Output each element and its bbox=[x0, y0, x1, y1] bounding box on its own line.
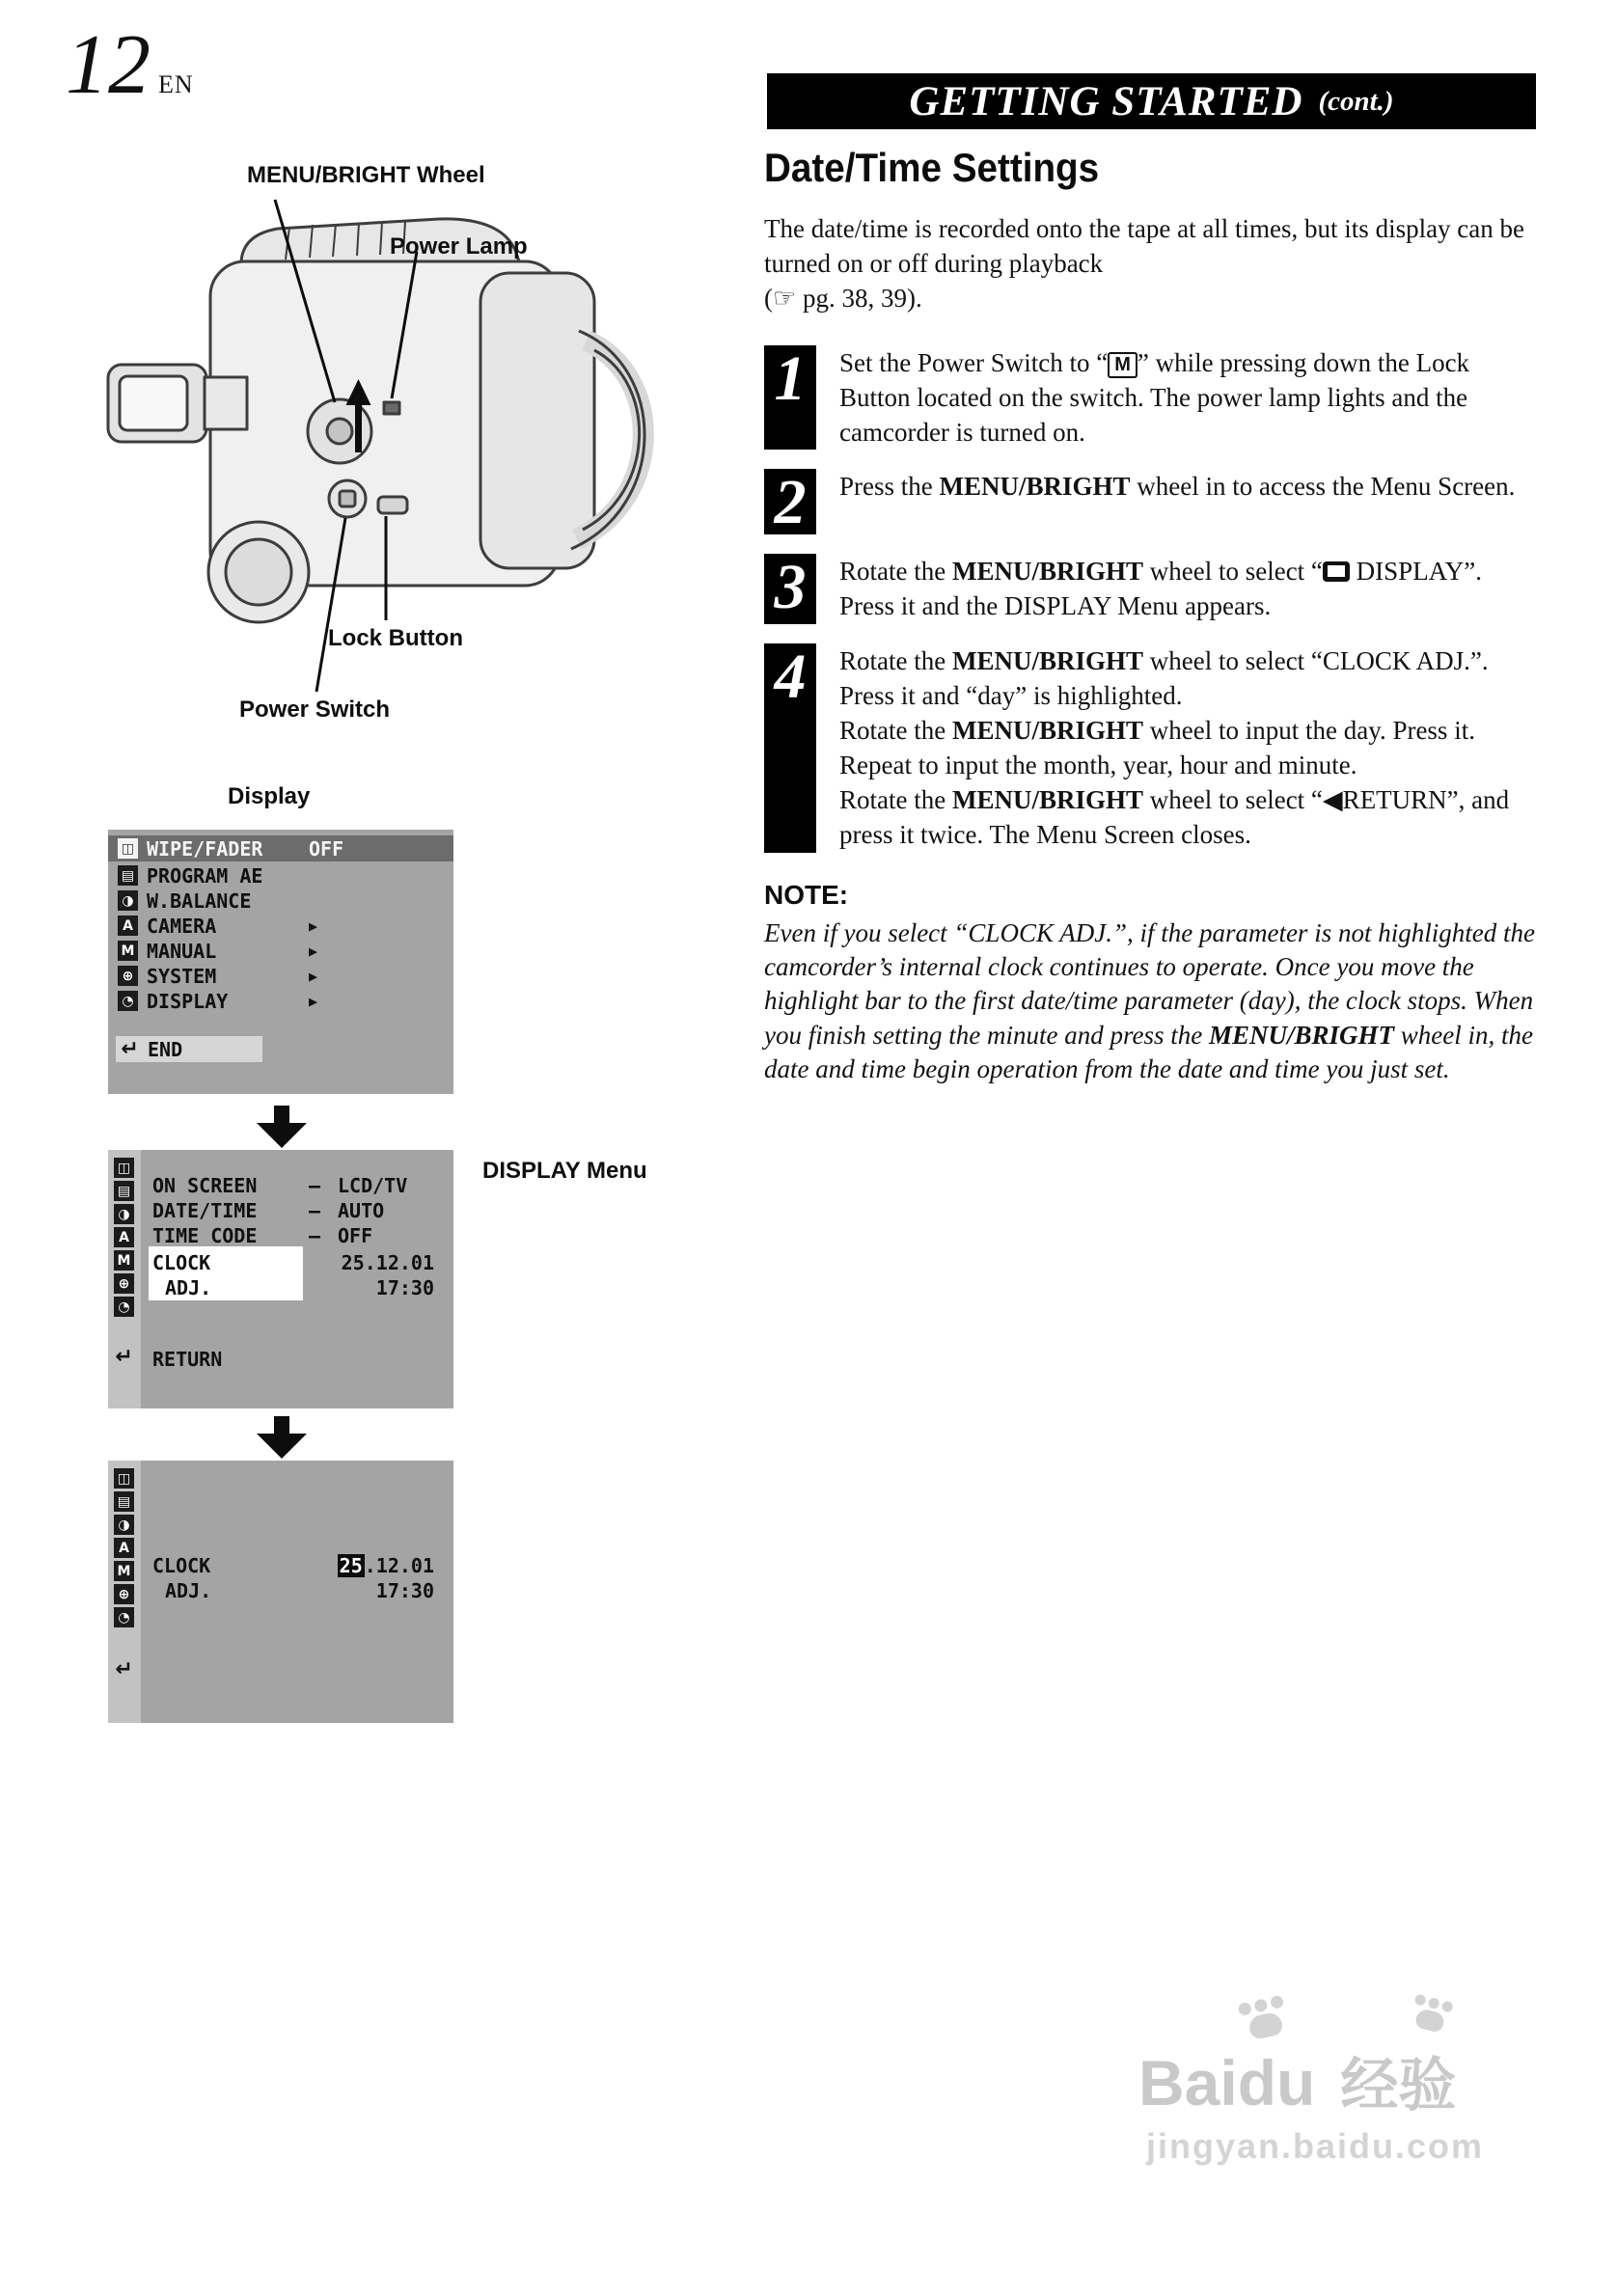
step-text-run: wheel to select “ bbox=[1143, 557, 1323, 587]
callout-display: Display bbox=[228, 783, 311, 809]
display-menu-screen bbox=[108, 1150, 453, 1408]
watermark bbox=[1119, 2005, 1573, 2198]
menu-icon-strip bbox=[108, 1461, 141, 1723]
step-text-run: DISPLAY”. Press it and the DISPLAY Menu appears. bbox=[839, 557, 1482, 621]
step-number: 3 bbox=[774, 552, 807, 623]
step-text-line bbox=[839, 714, 1538, 783]
page-number-block bbox=[66, 18, 194, 112]
display-icon: ◔ bbox=[114, 1297, 134, 1317]
menu-row-date-time bbox=[152, 1198, 384, 1222]
clock-row bbox=[152, 1553, 434, 1577]
step-text bbox=[816, 643, 1538, 852]
note-block bbox=[764, 880, 1538, 1087]
header-continued: (cont.) bbox=[1318, 85, 1394, 117]
menu-bright-bold: MENU/BRIGHT bbox=[939, 472, 1131, 502]
camcorder-illustration bbox=[96, 159, 675, 786]
down-arrow bbox=[257, 1416, 307, 1459]
section-header-bar bbox=[767, 73, 1536, 129]
menu-label: SYSTEM bbox=[147, 964, 217, 988]
day-value-highlight: 25 bbox=[339, 1553, 363, 1577]
menu-row-clock-adj bbox=[152, 1275, 434, 1299]
menu-label: CLOCK bbox=[152, 1553, 211, 1577]
menu-bright-bold: MENU/BRIGHT bbox=[951, 557, 1143, 587]
white-balance-icon: ◑ bbox=[114, 1204, 134, 1224]
system-icon: ⊕ bbox=[114, 1584, 134, 1604]
step-number-bar bbox=[764, 554, 816, 624]
date-rest: .12.01 bbox=[364, 1553, 434, 1577]
step-number: 1 bbox=[774, 342, 807, 414]
menu-bright-bold-italic: MENU/BRIGHT bbox=[1208, 1020, 1394, 1050]
submenu-arrow-icon: ▶ bbox=[309, 967, 318, 985]
down-arrow bbox=[257, 1106, 307, 1148]
paw-icon bbox=[1237, 1992, 1291, 2041]
menu-label: CLOCK bbox=[152, 1250, 211, 1274]
wipe-fader-icon: ◫ bbox=[118, 838, 138, 859]
step-number-bar bbox=[764, 643, 816, 852]
menu-value: OFF bbox=[309, 836, 344, 861]
page-number: 12 bbox=[66, 18, 151, 112]
wipe-fader-icon: ◫ bbox=[114, 1158, 134, 1178]
callout-power-lamp: Power Lamp bbox=[390, 233, 528, 260]
display-icon: ◔ bbox=[118, 991, 138, 1011]
menu-icon-strip bbox=[108, 1150, 141, 1408]
menu-label: CAMERA bbox=[147, 914, 217, 938]
step-text bbox=[816, 554, 1538, 624]
step-number-bar bbox=[764, 342, 816, 451]
menu-row-w-balance bbox=[108, 888, 453, 914]
manual-mode-icon: M bbox=[114, 1250, 134, 1271]
menu-label: PROGRAM AE bbox=[147, 863, 263, 888]
return-label: RETURN bbox=[152, 1347, 223, 1371]
step-text-line bbox=[839, 644, 1538, 714]
step-text-run: wheel in to access the Menu Screen. bbox=[1130, 472, 1516, 502]
watermark-suffix: 经验 bbox=[1340, 2053, 1457, 2118]
clock-date-value bbox=[309, 1554, 434, 1577]
watermark-url: jingyan.baidu.com bbox=[1146, 2126, 1485, 2166]
step-text-run: Rotate the bbox=[839, 646, 952, 676]
step-1 bbox=[764, 342, 1538, 451]
menu-value: OFF bbox=[338, 1223, 373, 1247]
step-4 bbox=[764, 643, 1538, 852]
display-icon: ◔ bbox=[114, 1607, 134, 1627]
m-position-icon: M bbox=[1108, 352, 1137, 378]
callout-lock-button: Lock Button bbox=[328, 625, 463, 651]
date-time-settings-section bbox=[764, 145, 1538, 1086]
step-text-run: Press the bbox=[839, 472, 940, 502]
step-number: 2 bbox=[774, 467, 807, 538]
callout-power-switch: Power Switch bbox=[239, 697, 391, 723]
step-text-run: wheel to select “CLOCK ADJ.”. Press it and “day” is highlighted. bbox=[839, 646, 1489, 711]
program-ae-icon: ▤ bbox=[114, 1181, 134, 1201]
note-text-run: wheel in, the date and time begin operation from the date and time you just set. bbox=[764, 1020, 1533, 1084]
menu-label: TIME CODE bbox=[152, 1223, 258, 1247]
step-3 bbox=[764, 554, 1538, 624]
step-text-run: Rotate the bbox=[839, 716, 952, 746]
page-reference: (☞ pg. 38, 39). bbox=[764, 283, 922, 313]
system-icon: ⊕ bbox=[114, 1273, 134, 1294]
return-icon: ↵ bbox=[121, 1037, 139, 1061]
menu-value: LCD/TV bbox=[338, 1173, 408, 1197]
manual-mode-icon: M bbox=[114, 1561, 134, 1581]
menu-row-return bbox=[152, 1347, 222, 1371]
step-2 bbox=[764, 467, 1538, 538]
submenu-arrow-icon: ▶ bbox=[309, 916, 318, 935]
note-text bbox=[764, 916, 1538, 1087]
clock-adjust-screen bbox=[108, 1461, 453, 1723]
paw-icon bbox=[1409, 1992, 1455, 2036]
header-title: GETTING STARTED bbox=[909, 78, 1303, 124]
menu-row-system bbox=[108, 963, 453, 989]
menu-label: ADJ. bbox=[165, 1578, 212, 1602]
return-icon: ↵ bbox=[115, 1657, 133, 1681]
submenu-arrow-icon: ▶ bbox=[309, 942, 318, 960]
menu-label: MANUAL bbox=[147, 939, 217, 963]
step-text-run: Rotate the bbox=[839, 784, 952, 814]
section-title: Date/Time Settings bbox=[764, 145, 1100, 190]
intro-paragraph bbox=[764, 212, 1538, 316]
menu-bright-bold: MENU/BRIGHT bbox=[951, 716, 1143, 746]
menu-bright-bold: MENU/BRIGHT bbox=[951, 784, 1143, 814]
menu-label: ADJ. bbox=[165, 1275, 212, 1299]
camera-mode-icon: A bbox=[114, 1538, 134, 1558]
manual-mode-icon: M bbox=[118, 941, 138, 961]
menu-row-clock bbox=[152, 1250, 434, 1274]
step-text-line bbox=[839, 783, 1538, 853]
clock-adj-row bbox=[152, 1578, 434, 1602]
menu-row-display bbox=[108, 988, 453, 1014]
step-number: 4 bbox=[774, 642, 807, 713]
wipe-fader-icon: ◫ bbox=[114, 1468, 134, 1489]
menu-value: AUTO bbox=[338, 1198, 385, 1222]
watermark-brand: Baidu bbox=[1138, 2047, 1316, 2118]
step-text-run: Rotate the bbox=[839, 557, 952, 587]
clock-time-value: 17:30 bbox=[375, 1578, 434, 1602]
white-balance-icon: ◑ bbox=[114, 1515, 134, 1535]
callout-display-menu: DISPLAY Menu bbox=[482, 1158, 647, 1184]
intro-text: The date/time is recorded onto the tape at all times, but its display can be turned on or off during playback bbox=[764, 214, 1525, 278]
camera-mode-icon: A bbox=[114, 1227, 134, 1247]
camera-mode-icon: A bbox=[118, 916, 138, 936]
note-title: NOTE: bbox=[764, 879, 849, 910]
menu-row-manual bbox=[108, 938, 453, 964]
system-icon: ⊕ bbox=[118, 966, 138, 986]
menu-separator: – bbox=[309, 1198, 321, 1222]
note-text-run: Even if you select “CLOCK ADJ.”, if the parameter is not highlighted the camcorder’s internal clock continues to operate. Once you move the highlight bar to the first date/time parameter (day), the clock stops. When you finish setting the minute and press the bbox=[764, 917, 1535, 1050]
menu-label: W.BALANCE bbox=[147, 888, 252, 913]
step-text-run: wheel to input the day. Press it. Repeat to input the month, year, hour and minute. bbox=[839, 716, 1475, 779]
menu-separator: – bbox=[309, 1173, 321, 1197]
menu-label: DATE/TIME bbox=[152, 1198, 258, 1222]
menu-separator: – bbox=[309, 1223, 321, 1247]
step-number-bar bbox=[764, 467, 816, 538]
page-language: EN bbox=[158, 70, 194, 98]
menu-row-program-ae bbox=[108, 862, 453, 888]
menu-value: 17:30 bbox=[375, 1275, 434, 1299]
menu-row-wipe-fader bbox=[108, 835, 453, 861]
step-text bbox=[816, 469, 1515, 534]
step-text bbox=[816, 345, 1538, 451]
end-label: END bbox=[148, 1037, 183, 1061]
step-text-run: ” while pressing down the Lock Button located on the switch. The power lamp lights and the camcorder is turned on. bbox=[839, 347, 1470, 447]
main-menu-screen bbox=[108, 830, 453, 1094]
menu-label: DISPLAY bbox=[147, 989, 229, 1013]
menu-row-on-screen bbox=[152, 1173, 407, 1197]
menu-label: WIPE/FADER bbox=[147, 836, 263, 861]
step-text-run: Set the Power Switch to “ bbox=[839, 347, 1109, 377]
program-ae-icon: ▤ bbox=[118, 865, 138, 886]
callout-menu-bright-wheel: MENU/BRIGHT Wheel bbox=[247, 162, 485, 188]
display-icon bbox=[1323, 561, 1350, 582]
return-icon: ↵ bbox=[115, 1345, 133, 1369]
camcorder-body bbox=[108, 219, 644, 622]
program-ae-icon: ▤ bbox=[114, 1491, 134, 1512]
menu-label: ON SCREEN bbox=[152, 1173, 258, 1197]
menu-value: 25.12.01 bbox=[341, 1250, 434, 1274]
watermark-line bbox=[1138, 2039, 1456, 2122]
white-balance-icon: ◑ bbox=[118, 890, 138, 911]
menu-row-end bbox=[116, 1036, 262, 1062]
submenu-arrow-icon: ▶ bbox=[309, 992, 318, 1010]
menu-bright-bold: MENU/BRIGHT bbox=[951, 646, 1143, 676]
menu-row-camera bbox=[108, 913, 453, 939]
step-text-run: wheel to select “◀RETURN”, and press it twice. The Menu Screen closes. bbox=[839, 784, 1510, 849]
menu-row-time-code bbox=[152, 1223, 372, 1247]
